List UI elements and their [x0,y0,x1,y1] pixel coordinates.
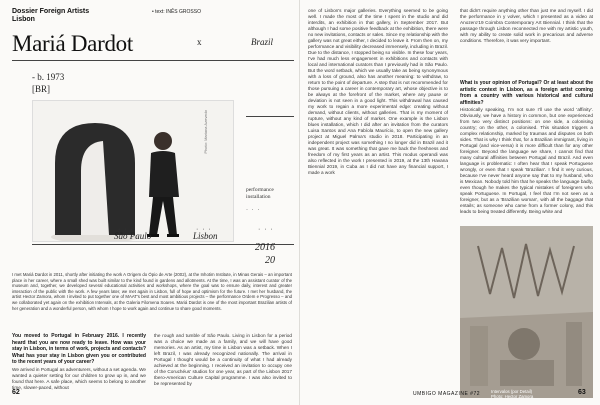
city-from: São Paulo [114,231,152,241]
years-range [255,241,275,267]
photo-caption [491,389,533,399]
installation-illustration [460,226,593,398]
interview-question-1: You moved to Portugal in February 2016. I recently heard that you are now ready to leave. How was your stay in Lisbon, in terms of work, projects and contacts? What has your stay in Lisbon given you or contributed to the recent years of your career? [12,333,146,365]
right-page [300,0,600,405]
artist-name: Mariá Dardot [12,31,133,56]
city-to: Lisbon [193,231,218,241]
magazine-footer: UMBIGO MAGAZINE #72 [413,391,481,397]
origin-country: Brazil [251,37,274,47]
intro-paragraph: I met Mariá Dardot in 2011, shortly after initiating the work A Origem do Ópio de Arte (2002), at the Inhotim Institute, in Minas Gerais – an important place in her career, where a small shed was built similar to the kind found in gardens and allotments. At the time, I was an assistant curator of the museum and, together, we developed several educational activities and workshops, where the goal was to ensure daily, interest and greater interaction of the public with the work. A few years later, we met again in Lisbon, full of hope and optimism for the future. I met her husband, the artist Hector Zamora, whom I invited to put together one of MAAT's best and most ambitious projects – the performance Ordem e Progresso – and we collaborated yet again on the exhibition Intervals, at the Galeria Filomena Soares. Mariá Dardot is one of the most important Brazilian artists of her generation and a wonderful person, with whom I hope to work again and continue to share good moments. [12,272,292,311]
photo-caption-credit: Photo: Hector Zamora [491,394,534,400]
performance-dots: · · · [246,207,261,213]
photo-side-rule [246,116,294,117]
answer-1-column-3: one of Lisbon's major galleries. Everything seemed to be going well. I made the most of the time I spent in the studio and did interdits, an exhibition in that gallery, in September 2017. But although I had some positive feedback at the exhibition, there were no new invitations, contacts or sales. Since my relationship with the gallery was not great either, I decided to leave it. From then on, my performance and visibility decreased immensely, including in Brazil. Due to the distance, I stopped being so visible. In these four years, I've had much less engagement in exhibitions and contacts with local and international curators than I previously had in São Paulo. But the word setback, which we usually take as being synonymous with a loss of ground, also has another meaning: to withdraw, to return to the point of departure. A step that is not recommended for those pursuing a career in contemporary art, whose objective is to be always at the forefront of the market, where any pause or deviation is not seen in a good light. This withdrawal has caused my work to regain a more experimental edge: creating without demand, without clients, without galleries. That is my moment of rupture, without any kind of market. One example is the Lisbon blues installation, which I did after an invitation from the curators Luisa Santos and Ana Fabíola Maurício, to open the new gallery project at Miguel Palma's studio in 2018. Participating in an independent project was something I no longer did in Brazil and it was great. It was something that gave me back the freshness and freedom of my first years as an artist. This modus operandi was also reflected in the work I presented in 2019, at the 13th Havana Biennial 2019, in Cuba as I did not have any financial support, I made a work [308,8,448,175]
answer-2: Historically speaking, I'm not sure I'll use the word 'affinity'. Obviously, we have a history in common, but one experienced from two very distinct positions: on one side, a colonising country; on the other, a colonised. This situation triggers a complex relationship, marked by traumas and disputes on both sides. That is why I think that, for a Brazilian immigrant, living in Portugal (and vice-versa) it is more difficult than for any other foreigner. Beyond the language we share, I cannot find that many cultural affinities between Portugal and Brazil. And even language is problematic: I often hear that I speak Portuguese wrongly, or even that I speak 'Brazilian'. I find it very curious, because I've never heard anyone say that to my husband, who is Mexican. Nobody told him that he speaks the language badly, even though he makes the typical mistakes of foreigners who speak Portuguese. In Portugal, I feel that I'm not seen as a foreigner, but as a 'Brazilian woman', with all the baggage that entails; as someone who came from a former colony, and this leads to being treated differently. Being white and [460,107,593,214]
years-dots: · · · [258,226,274,233]
answer-1-column-1: We arrived in Portugal as adventurers, without a set agenda. We wanted a quieter setting for our children to grow up in, and we found that here. A safe place, which seems to belong to another time, slower-paced, without [12,367,147,390]
city-to-dots: · · · [196,226,212,233]
birth-info [32,71,64,95]
year-from: 2016 [255,242,275,253]
birth-year: - b. 1973 [32,72,65,82]
author-credit: • text: INÊS GROSSO [152,9,201,15]
section-header [12,8,89,24]
page-number: 62 [12,389,20,396]
title-rule [12,60,294,61]
photo-credit: Photo: Mariana Azevedo [203,110,208,154]
answer-1-conclusion: that didn't require anything other than just me and myself. I did the performance in y volver, which I presented as a video at Anozero'19 Coimbra Contemporary Art Biennial. I think that the passage through Lisbon reconnected me with my artistic youth, with my ability to create solid work in precarious and adverse conditions. Therefore, it was very important. [460,8,593,43]
section-city: Lisbon [12,16,35,23]
section-title: Dossier Foreign Artists [12,8,90,15]
city-from-dots: · · · [118,226,134,233]
year-to: 20 [265,255,275,266]
installation-photo [460,226,593,398]
answer-1-column-2: the rough and tumble of São Paulo. Living in Lisbon for a period was a choice we made as a family, and we will have good memories. As an artist, my time in Lisbon was a setback. When I left Brazil, I was already recognized nationally. The arrival in Portugal I thought would be a continuity of what I had already achieved at the beginning. I received an invitation to occupy one of the Coruchéus' studios for one year, as part of the Lisbon 2017 Ibero-American Culture Capital programme. I was also invited to be represented by [154,333,292,386]
performance-label: performance installation [246,187,274,200]
x-mark: x [197,37,202,47]
interview-question-2: What is your opinion of Portugal? Or at least about the artistic context in Lisbon, as a foreign artist coming from a country with various historical and cultural affinities? [460,80,593,106]
birth-country-code: [BR] [32,84,50,94]
photo-caption-title: Intervalos (por Detail) [491,389,533,394]
page-number: 63 [578,389,586,396]
